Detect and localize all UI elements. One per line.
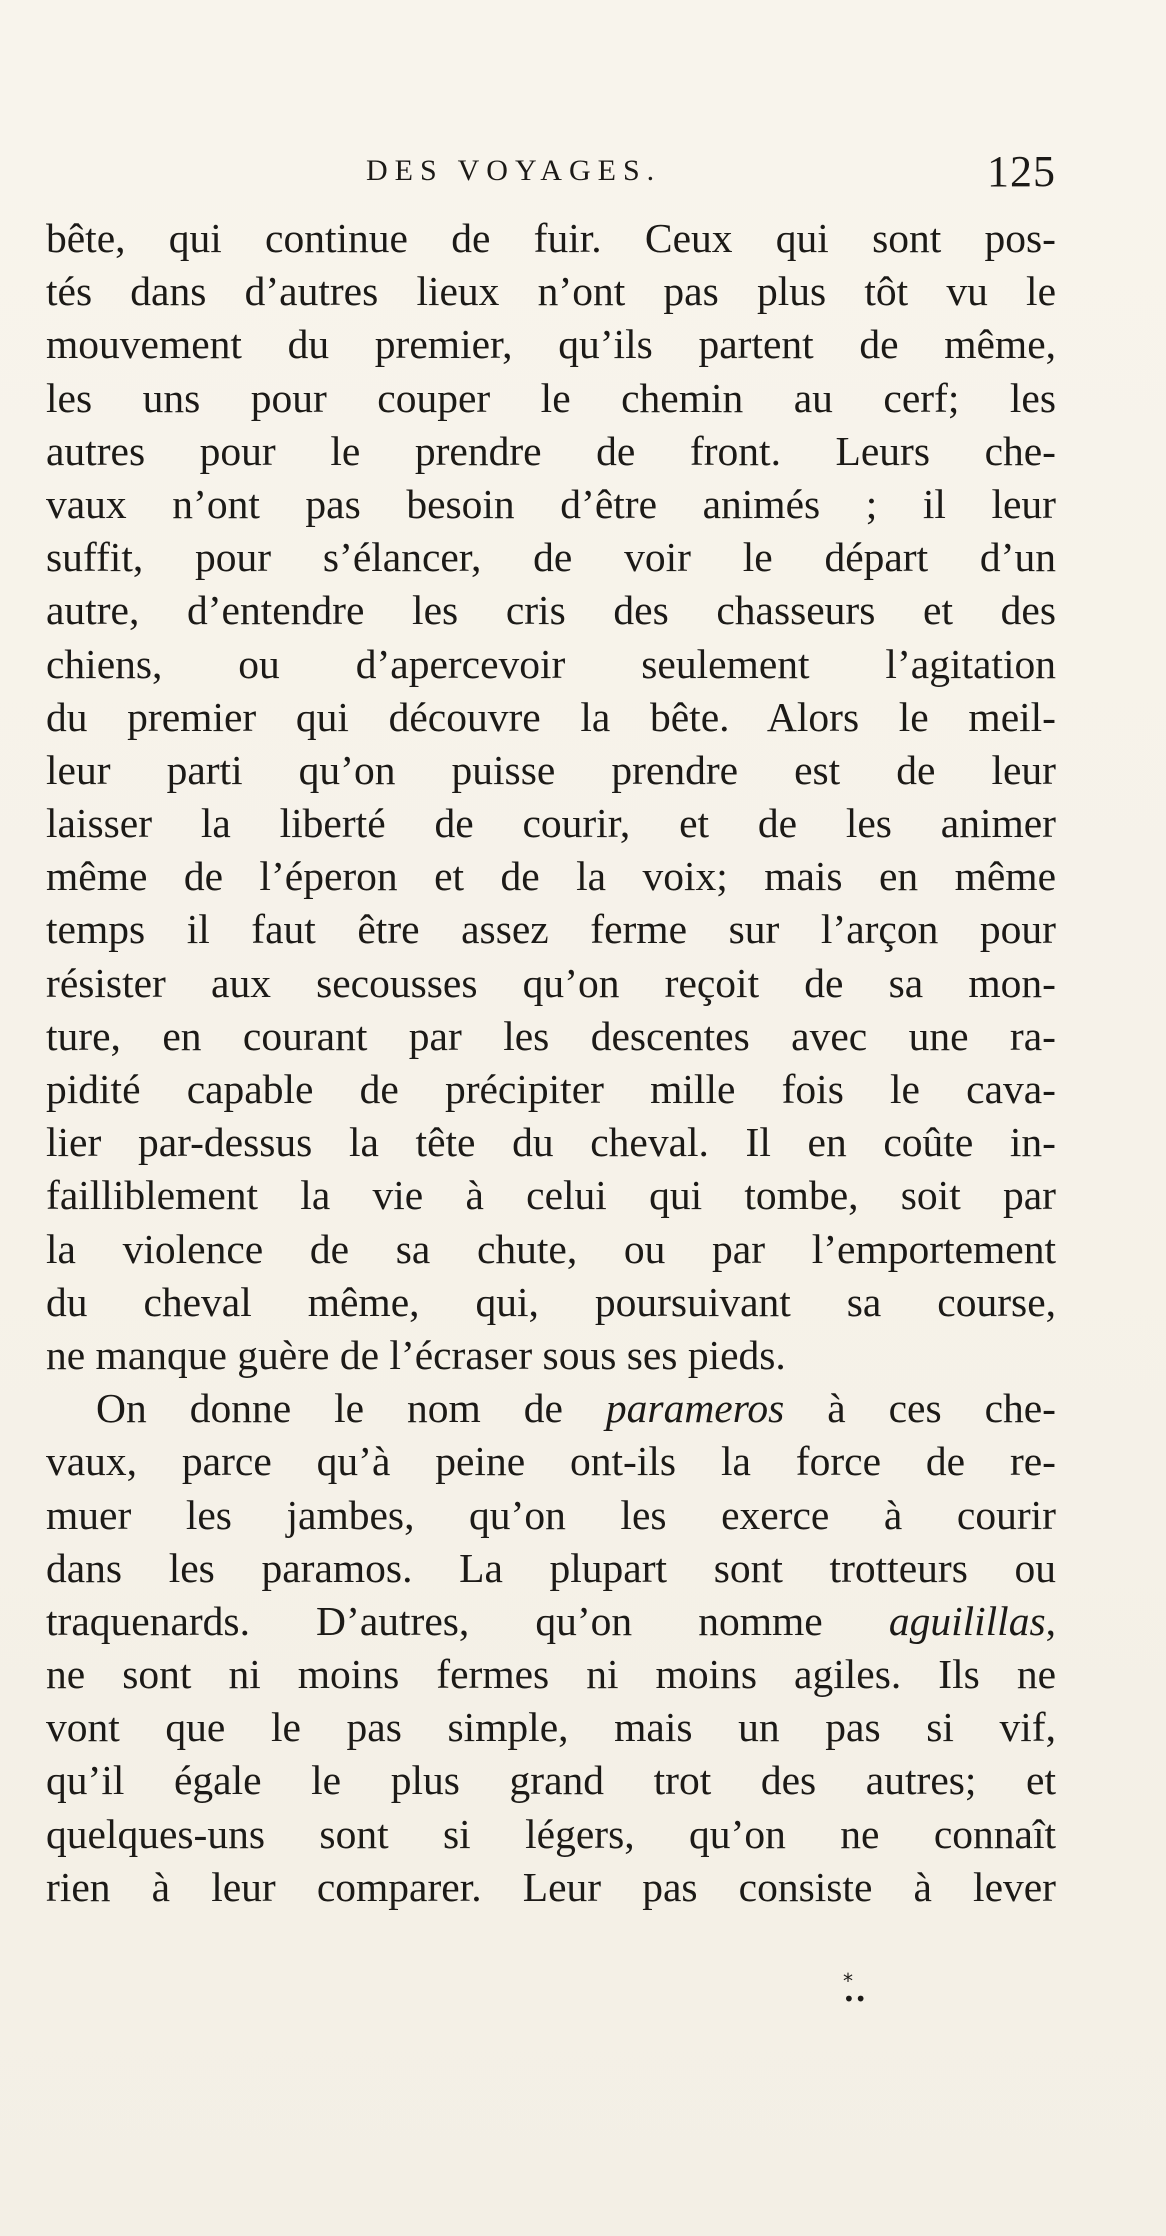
text-line: ture, en courant par les descentes avec une ra- — [46, 1012, 1056, 1059]
page-number: 125 — [987, 147, 1056, 196]
signature-mark: * •• — [843, 1969, 867, 2011]
text-line: les uns pour couper le chemin au cerf; les — [46, 374, 1056, 421]
text-line: vaux n’ont pas besoin d’être animés ; il leur — [46, 480, 1056, 527]
text-line: leur parti qu’on puisse prendre est de leur — [46, 746, 1056, 793]
paragraph-1 — [46, 212, 1056, 1382]
italic-term: parameros — [605, 1385, 785, 1432]
text-segment: , — [1045, 1597, 1056, 1644]
text-line: la violence de sa chute, ou par l’emportement — [46, 1225, 1056, 1272]
text-line: muer les jambes, qu’on les exerce à courir — [46, 1491, 1056, 1538]
text-line: temps il faut être assez ferme sur l’arçon pour — [46, 906, 1056, 953]
text-line: ne sont ni moins fermes ni moins agiles. Ils ne — [46, 1651, 1056, 1698]
text-line: tés dans d’autres lieux n’ont pas plus tôt vu le — [46, 268, 1056, 315]
text-line: quelques-uns sont si légers, qu’on ne connaît — [46, 1810, 1056, 1857]
text-line: failliblement la vie à celui qui tombe, soit par — [46, 1172, 1056, 1219]
text-line: lier par-dessus la tête du cheval. Il en coûte in- — [46, 1119, 1056, 1166]
body-text — [46, 212, 1056, 1914]
text-line: résister aux secousses qu’on reçoit de sa mon- — [46, 959, 1056, 1006]
text-line: suffit, pour s’élancer, de voir le départ d’un — [46, 534, 1056, 581]
paragraph-2 — [46, 1382, 1056, 1914]
text-line: chiens, ou d’apercevoir seulement l’agitation — [46, 640, 1056, 687]
text-line — [46, 1595, 1056, 1648]
italic-term: aguilillas — [888, 1597, 1046, 1644]
text-segment: à ces che- — [784, 1385, 1056, 1432]
text-line: du cheval même, qui, poursuivant sa course, — [46, 1278, 1056, 1325]
text-line: qu’il égale le plus grand trot des autres; et — [46, 1757, 1056, 1804]
page-header — [46, 140, 1056, 200]
text-segment: traquenards. D’autres, qu’on nomme — [46, 1597, 889, 1644]
text-line: vont que le pas simple, mais un pas si vif, — [46, 1704, 1056, 1751]
text-line: du premier qui découvre la bête. Alors le meil- — [46, 693, 1056, 740]
text-segment: On donne le nom de — [96, 1385, 606, 1432]
text-line: pidité capable de précipiter mille fois le cava- — [46, 1066, 1056, 1112]
text-line: bête, qui continue de fuir. Ceux qui sont pos- — [46, 215, 1056, 261]
text-line: laisser la liberté de courir, et de les animer — [46, 800, 1056, 847]
text-line: dans les paramos. La plupart sont trotteurs ou — [46, 1544, 1056, 1591]
text-line — [46, 1382, 1056, 1435]
text-line: même de l’éperon et de la voix; mais en même — [46, 853, 1056, 900]
text-line: rien à leur comparer. Leur pas consiste à lever — [46, 1863, 1056, 1910]
running-title: DES VOYAGES. — [366, 154, 662, 187]
text-line: mouvement du premier, qu’ils partent de même, — [46, 321, 1056, 368]
text-line: vaux, parce qu’à peine ont-ils la force de re- — [46, 1438, 1056, 1485]
text-line: autres pour le prendre de front. Leurs che- — [46, 427, 1056, 474]
text-line: autre, d’entendre les cris des chasseurs et des — [46, 587, 1056, 634]
text-line: ne manque guère de l’écraser sous ses pieds. — [46, 1331, 786, 1378]
